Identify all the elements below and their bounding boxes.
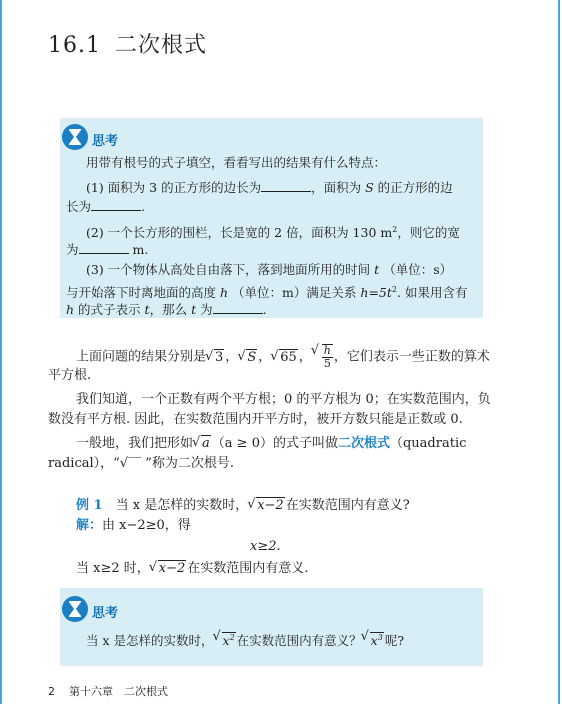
example-label: 例 1 xyxy=(76,498,103,513)
think1-q2: (2) 一个长方形的围栏，长是宽的 2 倍，面积为 130 $m^2$，则它的宽 xyxy=(86,225,460,241)
think-label: 思考 xyxy=(92,606,119,621)
think1-q3-cont1: 与开始落下时离地面的高度 h （单位：m）满足关系 $h=5t^2$. 如果用含有 xyxy=(66,285,468,301)
example-conclusion: 当 x≥2 时，√ x−2 在实数范围内有意义. xyxy=(76,561,308,577)
body-p1: 上面问题的结果分别是√ 3 ，√ S ，√ 65 ， √ $\frac{h}{5}$ ，它们表示一些正数的算术 xyxy=(76,344,490,370)
think1-q3-cont2: h 的式子表示 t，那么 t 为 . xyxy=(66,302,267,317)
think1-q1: (1) 面积为 3 的正方形的边长为 ，面积为 S 的正方形的边 xyxy=(86,180,453,195)
answer-blank[interactable] xyxy=(79,241,129,254)
section-number: 16.1 xyxy=(48,33,101,58)
example-result: x≥2. xyxy=(250,539,281,554)
think1-q1-cont: 长为 . xyxy=(66,199,145,214)
answer-blank[interactable] xyxy=(91,198,141,211)
think1-q3: (3) 一个物体从高处自由落下，落到地面所用的时间 t （单位：s） xyxy=(86,262,453,277)
think-box-2 xyxy=(60,588,483,666)
solution-label: 解： xyxy=(76,518,103,533)
think2-question: 当 x 是怎样的实数时，√ $x^2$ 在实数范围内有意义？√ $x^3$ 呢? xyxy=(86,630,404,649)
body-p3-cont: radical），“√‾‾ ”称为二次根号. xyxy=(48,456,234,471)
body-p3: 一般地，我们把形如√ a （a ≥ 0）的式子叫做二次根式（quadratic xyxy=(76,436,466,452)
page-edge-right xyxy=(558,0,560,704)
example-solution: 解：由 x−2≥0，得 xyxy=(76,518,191,533)
hourglass-icon xyxy=(62,124,88,150)
page-footer xyxy=(48,683,168,699)
section-title xyxy=(48,28,207,59)
think-label: 思考 xyxy=(92,134,119,149)
answer-blank[interactable] xyxy=(261,179,311,192)
think1-intro: 用带有根号的式子填空，看看写出的结果有什么特点： xyxy=(86,155,387,170)
think1-q2-cont: 为 m. xyxy=(66,242,149,257)
chapter-title: 第十六章 二次根式 xyxy=(69,685,168,698)
hourglass-icon xyxy=(62,596,88,622)
page-edge-left xyxy=(0,0,2,704)
term-quadratic-radical: 二次根式 xyxy=(337,436,390,451)
answer-blank[interactable] xyxy=(213,301,263,314)
body-p2-cont: 数没有平方根. 因此，在实数范围内开平方时，被开方数只能是正数或 0. xyxy=(48,412,463,427)
page-number: 2 xyxy=(48,685,55,698)
body-p1-cont: 平方根. xyxy=(48,368,92,383)
body-p2: 我们知道，一个正数有两个平方根；0 的平方根为 0；在实数范围内，负 xyxy=(76,392,491,407)
section-title-text: 二次根式 xyxy=(114,33,207,58)
example-question: 例 1 当 x 是怎样的实数时，√ x−2 在实数范围内有意义? xyxy=(76,498,410,514)
